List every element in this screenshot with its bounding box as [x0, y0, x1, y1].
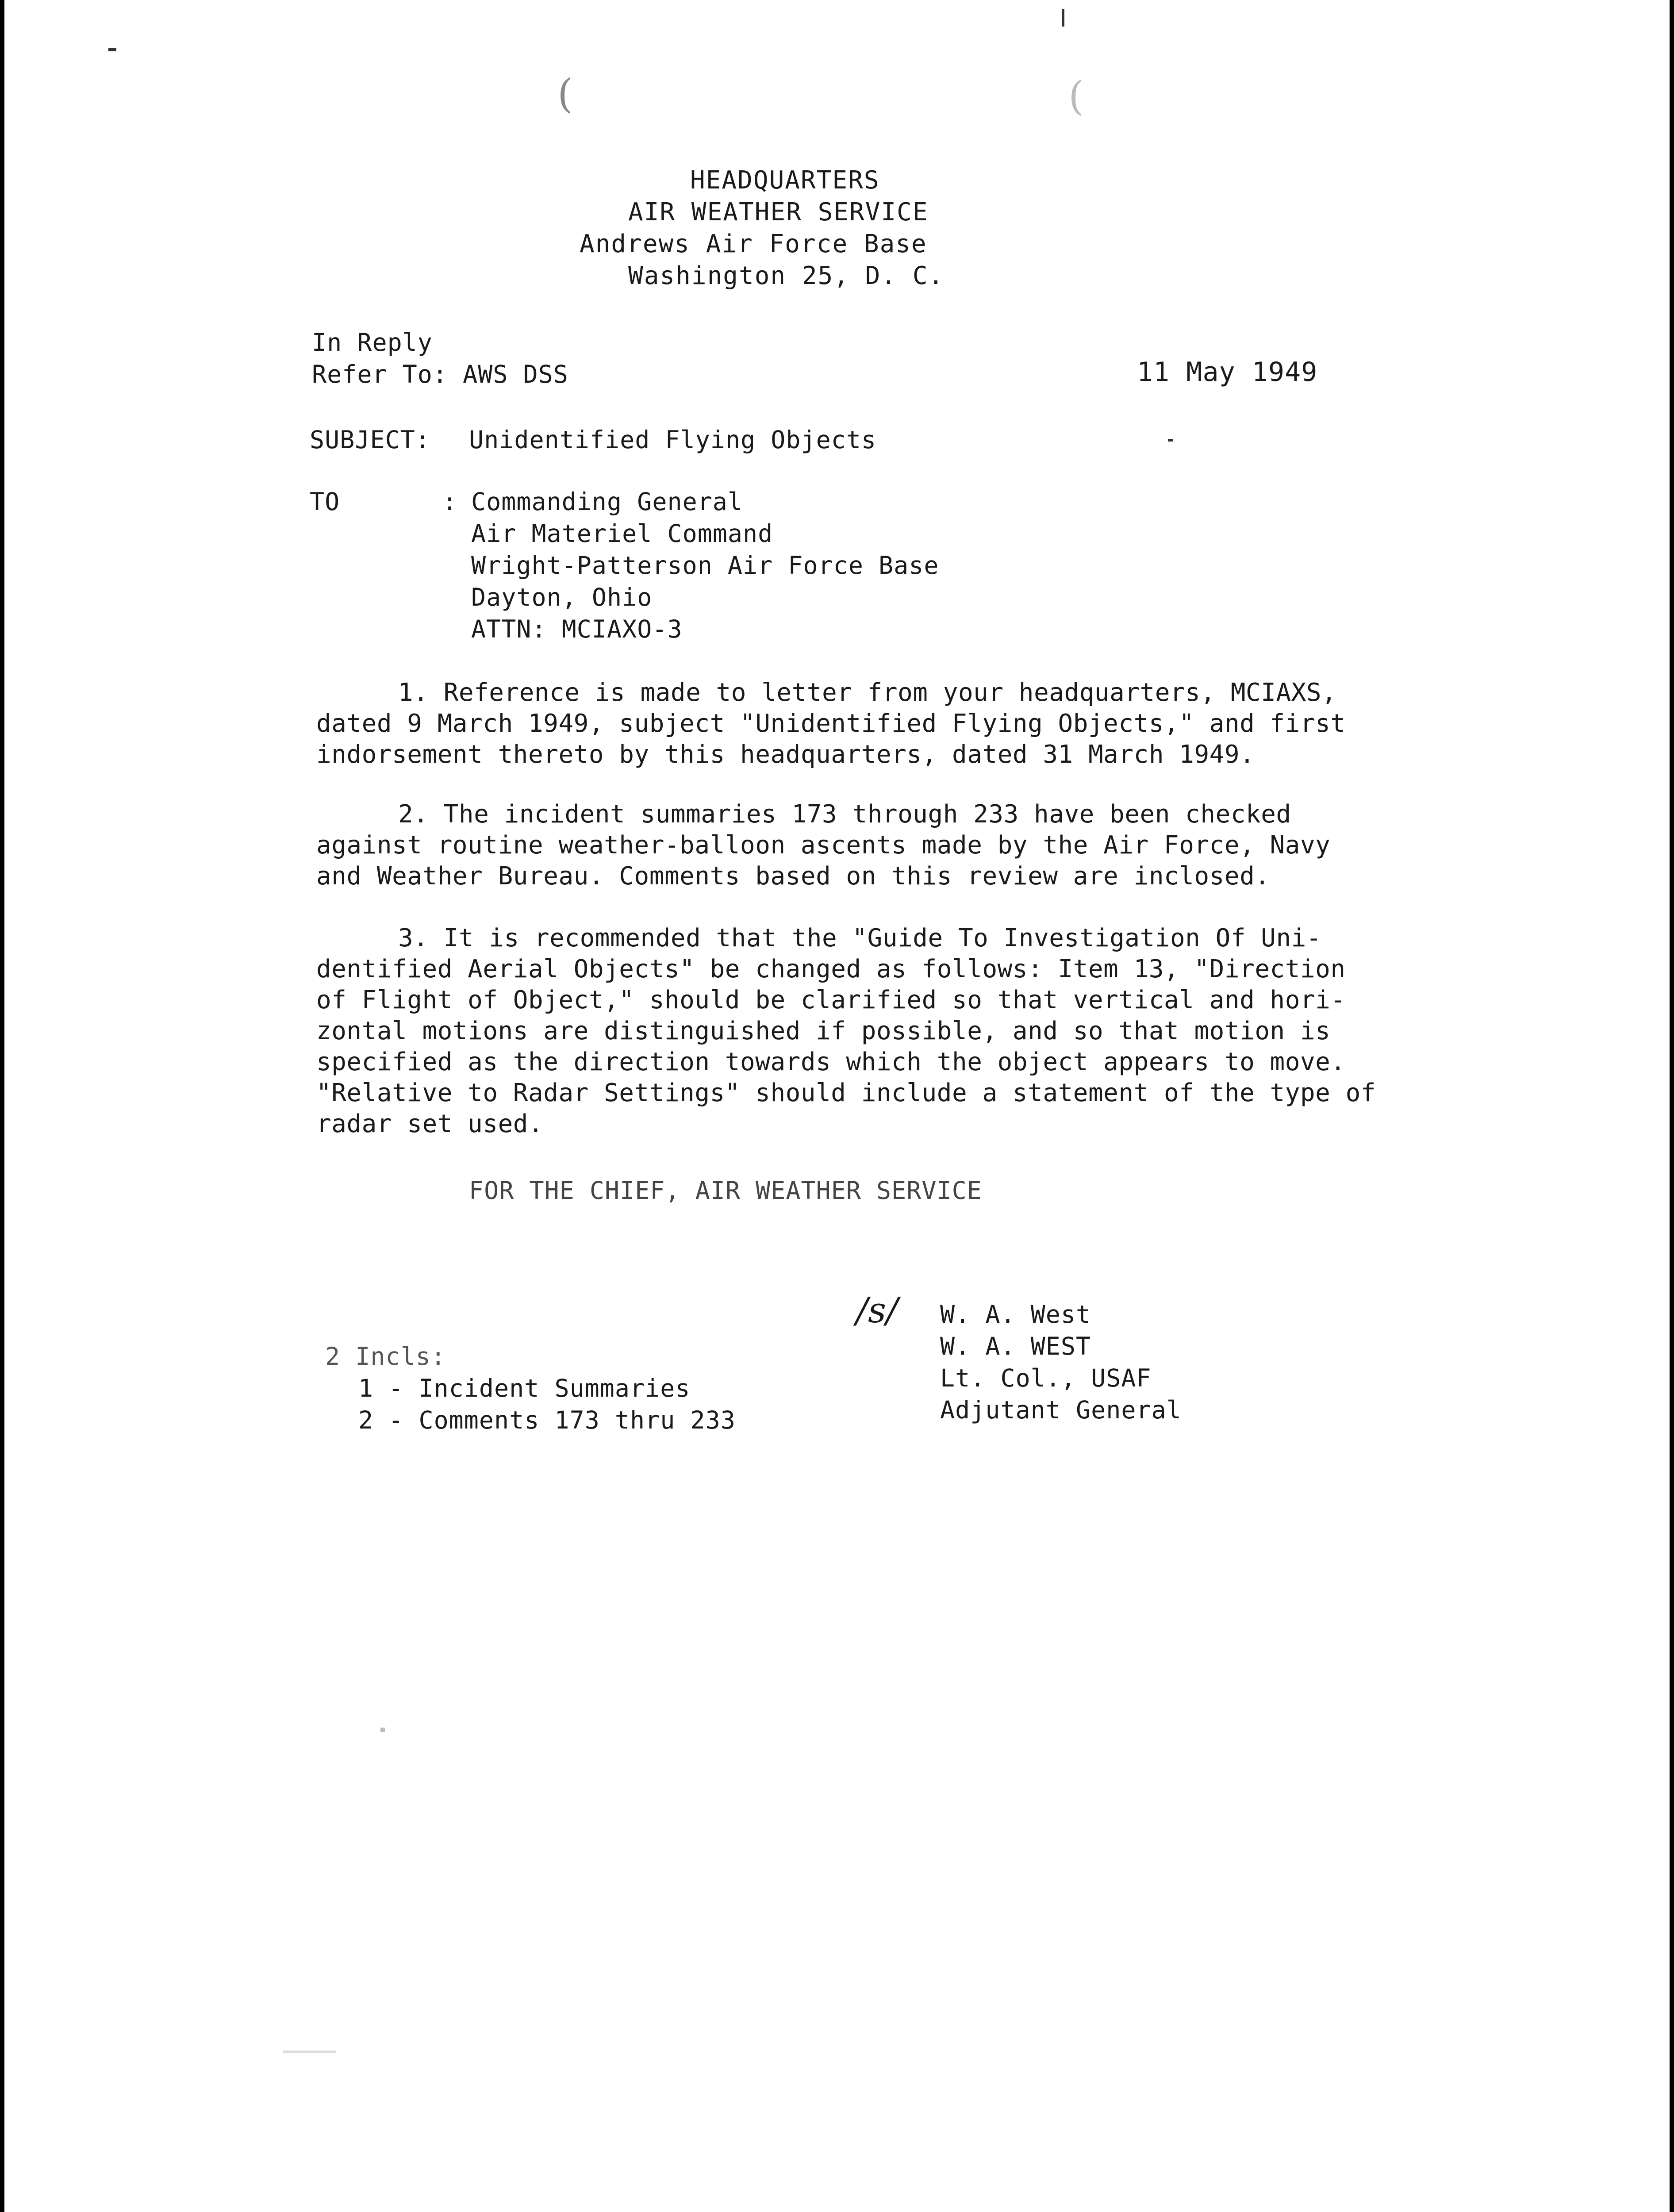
signature-rank: Lt. Col., USAF — [940, 1364, 1152, 1392]
to-line-5: ATTN: MCIAXO-3 — [471, 615, 683, 643]
closing-line: FOR THE CHIEF, AIR WEATHER SERVICE — [469, 1176, 982, 1205]
paragraph-3-line-2: dentified Aerial Objects" be changed as follows: Item 13, "Direction — [316, 955, 1346, 983]
inclosure-item-1: 1 - Incident Summaries — [358, 1374, 691, 1402]
scan-speck-middle — [380, 1728, 385, 1732]
inclosures-label: 2 Incls: — [325, 1342, 446, 1371]
to-line-3: Wright-Patterson Air Force Base — [471, 551, 939, 580]
stray-dot — [1168, 439, 1173, 442]
inclosure-item-2: 2 - Comments 173 thru 233 — [358, 1406, 736, 1434]
paragraph-3-line-1: 3. It is recommended that the "Guide To Investigation Of Uni- — [398, 924, 1322, 952]
to-colon: : — [442, 488, 458, 516]
scan-mark-corner — [108, 48, 116, 51]
faint-mark-right: ( — [1068, 73, 1084, 119]
scan-edge-right — [1670, 0, 1674, 2212]
paragraph-3-line-7: radar set used. — [316, 1110, 544, 1138]
paragraph-1-line-2: dated 9 March 1949, subject "Unidentified Flying Objects," and first — [316, 709, 1346, 738]
letterhead-line-1: HEADQUARTERS — [690, 166, 880, 195]
to-line-2: Air Materiel Command — [471, 519, 773, 548]
letterhead-line-3: Andrews Air Force Base — [580, 230, 927, 258]
signature-name: W. A. WEST — [940, 1332, 1091, 1360]
signature-mark: /s/ — [856, 1290, 898, 1331]
paragraph-3-line-6: "Relative to Radar Settings" should include a statement of the type of — [316, 1079, 1376, 1107]
paragraph-2-line-3: and Weather Bureau. Comments based on this review are inclosed. — [316, 862, 1270, 891]
scan-edge-left — [0, 0, 4, 2212]
to-line-4: Dayton, Ohio — [471, 583, 653, 611]
to-line-1: Commanding General — [471, 488, 743, 516]
signature-title: Adjutant General — [940, 1396, 1182, 1424]
paragraph-3-line-5: specified as the direction towards which the object appears to move. — [316, 1048, 1346, 1076]
letter-date: 11 May 1949 — [1137, 357, 1318, 388]
subject-text: Unidentified Flying Objects — [469, 426, 877, 454]
scan-speck-bottom — [283, 2051, 336, 2053]
subject-label: SUBJECT: — [310, 426, 430, 454]
reply-line-2: Refer To: AWS DSS — [312, 360, 568, 388]
letterhead-line-4: Washington 25, D. C. — [628, 261, 945, 290]
paragraph-2-line-2: against routine weather-balloon ascents made by the Air Force, Navy — [316, 831, 1331, 860]
paragraph-3-line-3: of Flight of Object," should be clarified so that vertical and hori- — [316, 986, 1346, 1014]
signature-signed: W. A. West — [940, 1300, 1091, 1329]
reply-line-1: In Reply — [312, 328, 433, 357]
scan-mark-top — [1062, 9, 1064, 27]
paragraph-2-line-1: 2. The incident summaries 173 through 233 have been checked — [398, 800, 1291, 829]
paragraph-3-line-4: zontal motions are distinguished if possible, and so that motion is — [316, 1017, 1331, 1045]
paragraph-1-line-1: 1. Reference is made to letter from your headquarters, MCIAXS, — [398, 678, 1337, 707]
letterhead-line-2: AIR WEATHER SERVICE — [628, 198, 929, 227]
faint-mark-left: ( — [557, 71, 573, 117]
to-label: TO — [310, 488, 340, 516]
paragraph-1-line-3: indorsement thereto by this headquarters, dated 31 March 1949. — [316, 740, 1255, 769]
